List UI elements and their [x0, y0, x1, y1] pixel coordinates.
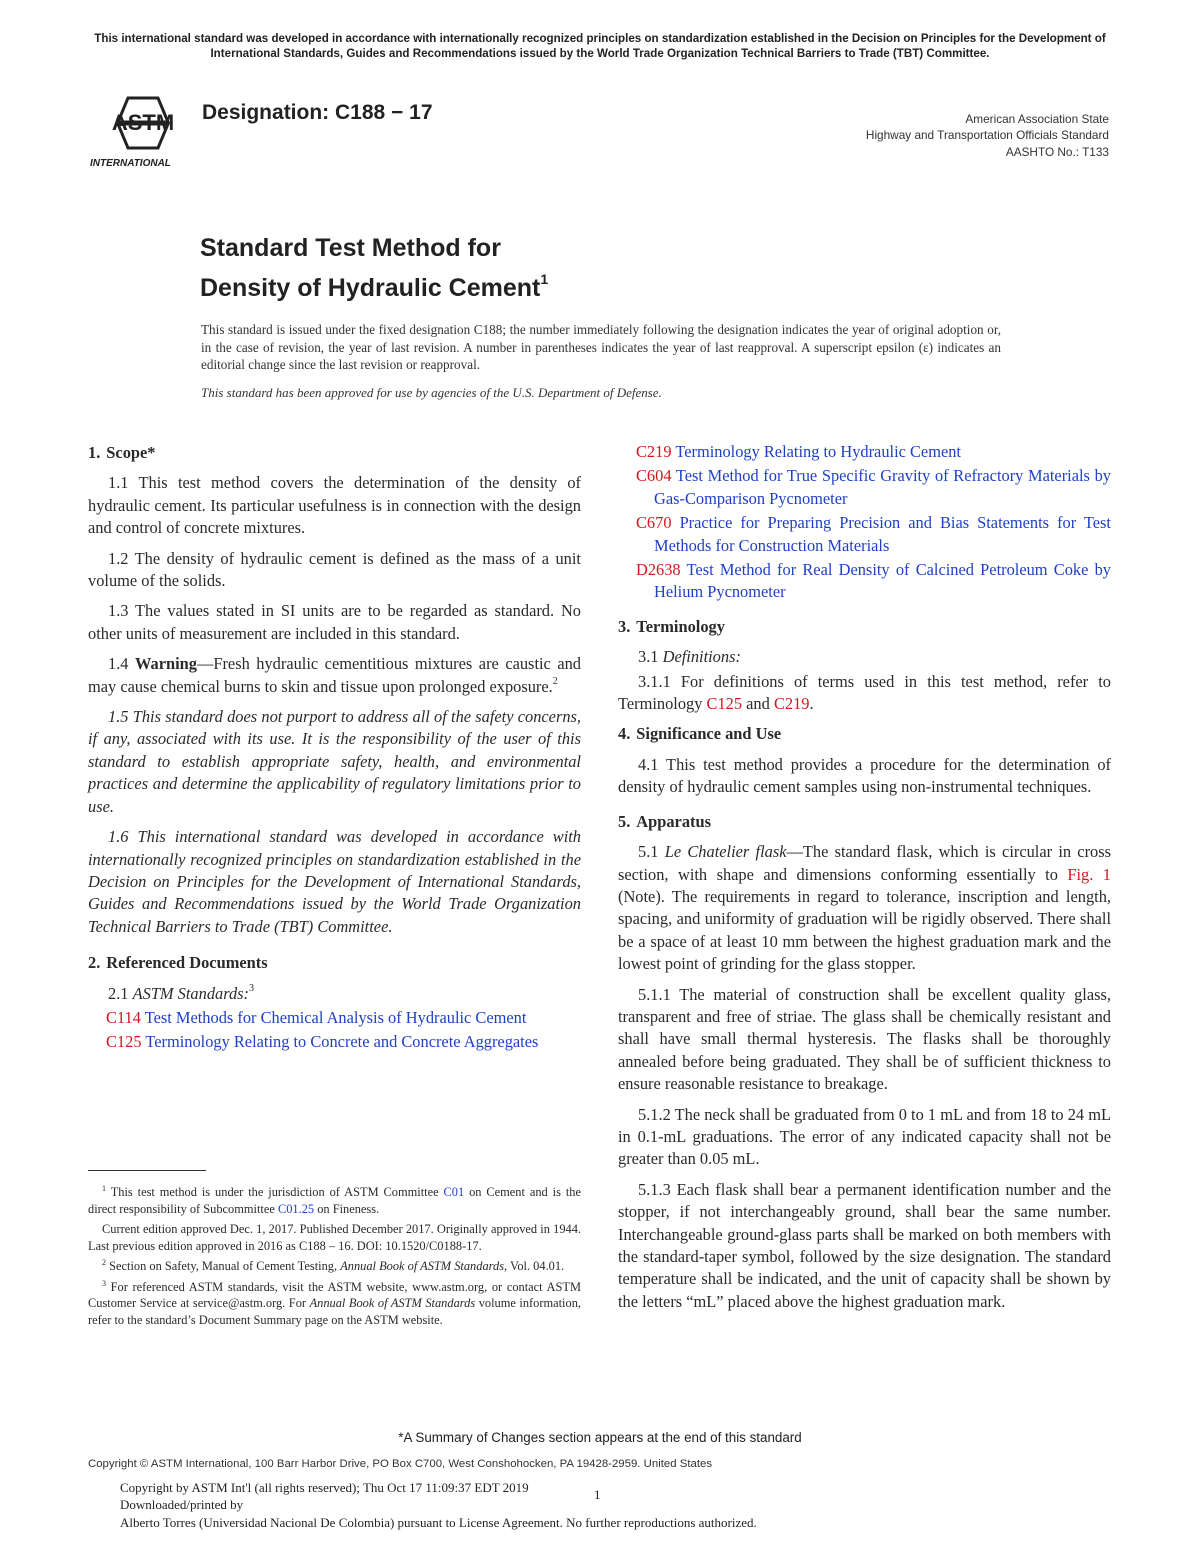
paragraph-1-6: 1.6 This international standard was developed in accordance with internationally recognized principles on standardization established in the Decision on Principles for the Development of International Standards, Guides and Recommendations issued by the World Trade Organization Technical Barriers to Trade (TBT) Committee.	[88, 827, 581, 936]
logo-subtext: INTERNATIONAL	[90, 158, 171, 169]
reference-title[interactable]: Terminology Relating to Concrete and Concrete Aggregates	[145, 1032, 539, 1052]
reference-code[interactable]: C219	[636, 442, 672, 461]
footnote-ref[interactable]: 3	[249, 982, 255, 994]
paragraph-2-1: 2.1 ASTM Standards:$^3$	[108, 982, 255, 1003]
paragraph-5-1-3: 5.1.3 Each flask shall bear a permanent identification number and the stopper, if not interchangeably ground, shall bear the same number. Interchangeable ground-glass parts shall be marked on both members with the standard-taper symbol, followed by the size designation. The standard temperature shall be indicated, and the unit of capacity shall be shown by the letters “mL” placed above the highest graduation mark.	[618, 1179, 1111, 1311]
summary-of-changes-note: *A Summary of Changes section appears at the end of this standard	[398, 1430, 802, 1445]
reference-item[interactable]	[618, 512, 1111, 557]
reference-title[interactable]: Test Method for Real Density of Calcined Petroleum Coke by Helium Pycnometer	[654, 560, 1111, 602]
title-line-1: Standard Test Method for	[200, 234, 501, 262]
reference-item[interactable]	[618, 465, 1111, 510]
reference-code[interactable]: C114	[106, 1007, 141, 1027]
section-heading: 5. Apparatus	[618, 811, 711, 831]
reference-code[interactable]: D2638	[636, 560, 681, 580]
download-line: Downloaded/printed by	[120, 1497, 244, 1513]
top-notice: This international standard was developed in accordance with internationally recognized principles on standardization established in the Decision on Principles for the Development of International Standards, Guides and Recommendations issued by the World Trade Organization Technical Barriers to Trade (TBT) Committee.	[94, 32, 1106, 60]
aashto-block	[866, 111, 1109, 160]
paragraph-5-1-2: 5.1.2 The neck shall be graduated from 0 to 1 mL and from 18 to 24 mL in 0.1-mL graduations. The error of any indicated capacity shall not be greater than 0.05 mL.	[618, 1104, 1111, 1169]
page-number: 1	[594, 1487, 601, 1502]
reference-title[interactable]: Terminology Relating to Hydraulic Cement	[675, 442, 961, 461]
paragraph-1-4: 1.4 Warning—Fresh hydraulic cementitious mixtures are caustic and may cause chemical burns to skin and tissue upon prolonged exposure.$^2$	[88, 654, 581, 696]
aashto-line: Highway and Transportation Officials Standard	[865, 128, 1109, 143]
committee-link[interactable]: C01	[443, 1185, 465, 1199]
paragraph-3-1-1: 3.1.1 For definitions of terms used in this test method, refer to Terminology C125 and C219.	[618, 671, 1111, 714]
reference-item[interactable]	[618, 441, 1111, 463]
terminology-link[interactable]: C219	[773, 694, 810, 714]
reference-title[interactable]: Practice for Preparing Precision and Bias Statements for Test Methods for Construction Materials	[654, 513, 1111, 555]
download-line: Copyright by ASTM Int'l (all rights reserved); Thu Oct 17 11:09:37 EDT 2019	[120, 1480, 529, 1495]
subcommittee-link[interactable]: C01.25	[277, 1201, 315, 1216]
reference-title[interactable]: Test Method for True Specific Gravity of Refractory Materials by Gas-Comparison Pycnometer	[654, 466, 1111, 508]
footnote-3: $^3$ For referenced ASTM standards, visit the ASTM website, www.astm.org, or contact ASTM Customer Service at service@astm.org. For Annual Book of ASTM Standards volume information, refer to the standard’s Document Summary page on the ASTM website.	[88, 1278, 581, 1327]
designation: Designation: C188 − 17	[202, 101, 433, 124]
reference-code[interactable]: C125	[106, 1032, 142, 1052]
reference-item[interactable]	[88, 1031, 581, 1053]
paragraph-1-3: 1.3 The values stated in SI units are to be regarded as standard. No other units of measurement are included in this standard.	[88, 601, 581, 643]
section-heading: 2. Referenced Documents	[88, 953, 268, 973]
footnote-ref[interactable]: 2	[552, 675, 558, 687]
paragraph-1-5: 1.5 This standard does not purport to address all of the safety concerns, if any, associated with its use. It is the responsibility of the user of this standard to establish appropriate safety, health, and environmental practices and determine the applicability of regulatory limitations prior to use.	[88, 707, 581, 816]
footnote-2: $^2$ Section on Safety, Manual of Cement Testing, Annual Book of ASTM Standards, Vol. 04.01.	[102, 1258, 565, 1273]
aashto-line: AASHTO No.: T133	[1005, 144, 1109, 159]
reference-item[interactable]	[618, 559, 1111, 604]
paragraph-5-1: 5.1 Le Chatelier flask—The standard flask, which is circular in cross section, with shape and dimensions conforming essentially to Fig. 1 (Note). The requirements in regard to tolerance, inscription and length, spacing, and uniformity of graduation will be rigidly observed. There shall be a space of at least 10 mm between the highest graduation mark and the lowest point of grinding for the glass stopper.	[618, 842, 1111, 974]
reference-code[interactable]: C670	[636, 513, 672, 533]
aashto-line: American Association State	[965, 112, 1109, 126]
download-stamp	[120, 1479, 529, 1514]
copyright-line: Copyright © ASTM International, 100 Barr Harbor Drive, PO Box C700, West Conshohocken, PA 19428-2959. United States	[88, 1458, 713, 1470]
reference-item[interactable]	[88, 1007, 581, 1029]
paragraph-1-1: 1.1 This test method covers the determination of the density of hydraulic cement. Its particular usefulness is in connection with the design and control of concrete mixtures.	[88, 473, 581, 538]
title-footnote-ref[interactable]: 1	[540, 271, 549, 287]
footnotes	[88, 1184, 581, 1332]
left-column	[88, 438, 581, 1056]
section-heading: 3. Terminology	[618, 616, 725, 636]
right-column	[618, 441, 1111, 1321]
reference-title[interactable]: Test Methods for Chemical Analysis of Hydraulic Cement	[144, 1007, 527, 1027]
designation-notice: This standard is issued under the fixed designation C188; the number immediately following the designation indicates the year of original adoption or, in the case of revision, the year of last revision. A number in parentheses indicates the year of last reapproval. A superscript epsilon (ε) indicates an editorial change since the last revision or reapproval.	[201, 322, 1001, 373]
paragraph-1-2: 1.2 The density of hydraulic cement is defined as the mass of a unit volume of the solids.	[88, 548, 581, 591]
dod-approval: This standard has been approved for use by agencies of the U.S. Department of Defense.	[201, 385, 662, 400]
footnote-1: $^1$ This test method is under the jurisdiction of ASTM Committee C01 on Cement and is the direct responsibility of Subcommittee C01.25 on Fineness.	[88, 1184, 582, 1216]
figure-link[interactable]: Fig. 1	[1067, 864, 1111, 884]
paragraph-4-1: 4.1 This test method provides a procedure for the determination of density of hydraulic cement samples using non-instrumental techniques.	[618, 754, 1111, 797]
logo-text: ASTM	[111, 110, 175, 135]
paragraph-5-1-1: 5.1.1 The material of construction shall be excellent quality glass, transparent and free of striae. The glass shall be chemically resistant and shall have small thermal hysteresis. The flasks shall be thoroughly annealed before being graduated. They shall be of sufficient thickness to ensure reasonable resistance to breakage.	[618, 984, 1111, 1094]
astm-logo	[88, 84, 198, 174]
reference-code[interactable]: C604	[636, 466, 672, 486]
title-line-2: Density of Hydraulic Cement	[200, 274, 541, 302]
document-title	[200, 233, 548, 304]
section-heading: 1. Scope*	[88, 443, 156, 462]
license-line: Alberto Torres (Universidad Nacional De Colombia) pursuant to License Agreement. No further reproductions authorized.	[120, 1515, 757, 1530]
footnote-edition: Current edition approved Dec. 1, 2017. Published December 2017. Originally approved in 1944. Last previous edition approved in 2016 as C188 – 16. DOI: 10.1520/C0188-17.	[88, 1222, 581, 1253]
footnote-divider	[88, 1170, 206, 1171]
section-heading: 4. Significance and Use	[618, 724, 782, 744]
paragraph-3-1: 3.1 Definitions:	[638, 647, 741, 667]
terminology-link[interactable]: C125	[706, 694, 743, 714]
